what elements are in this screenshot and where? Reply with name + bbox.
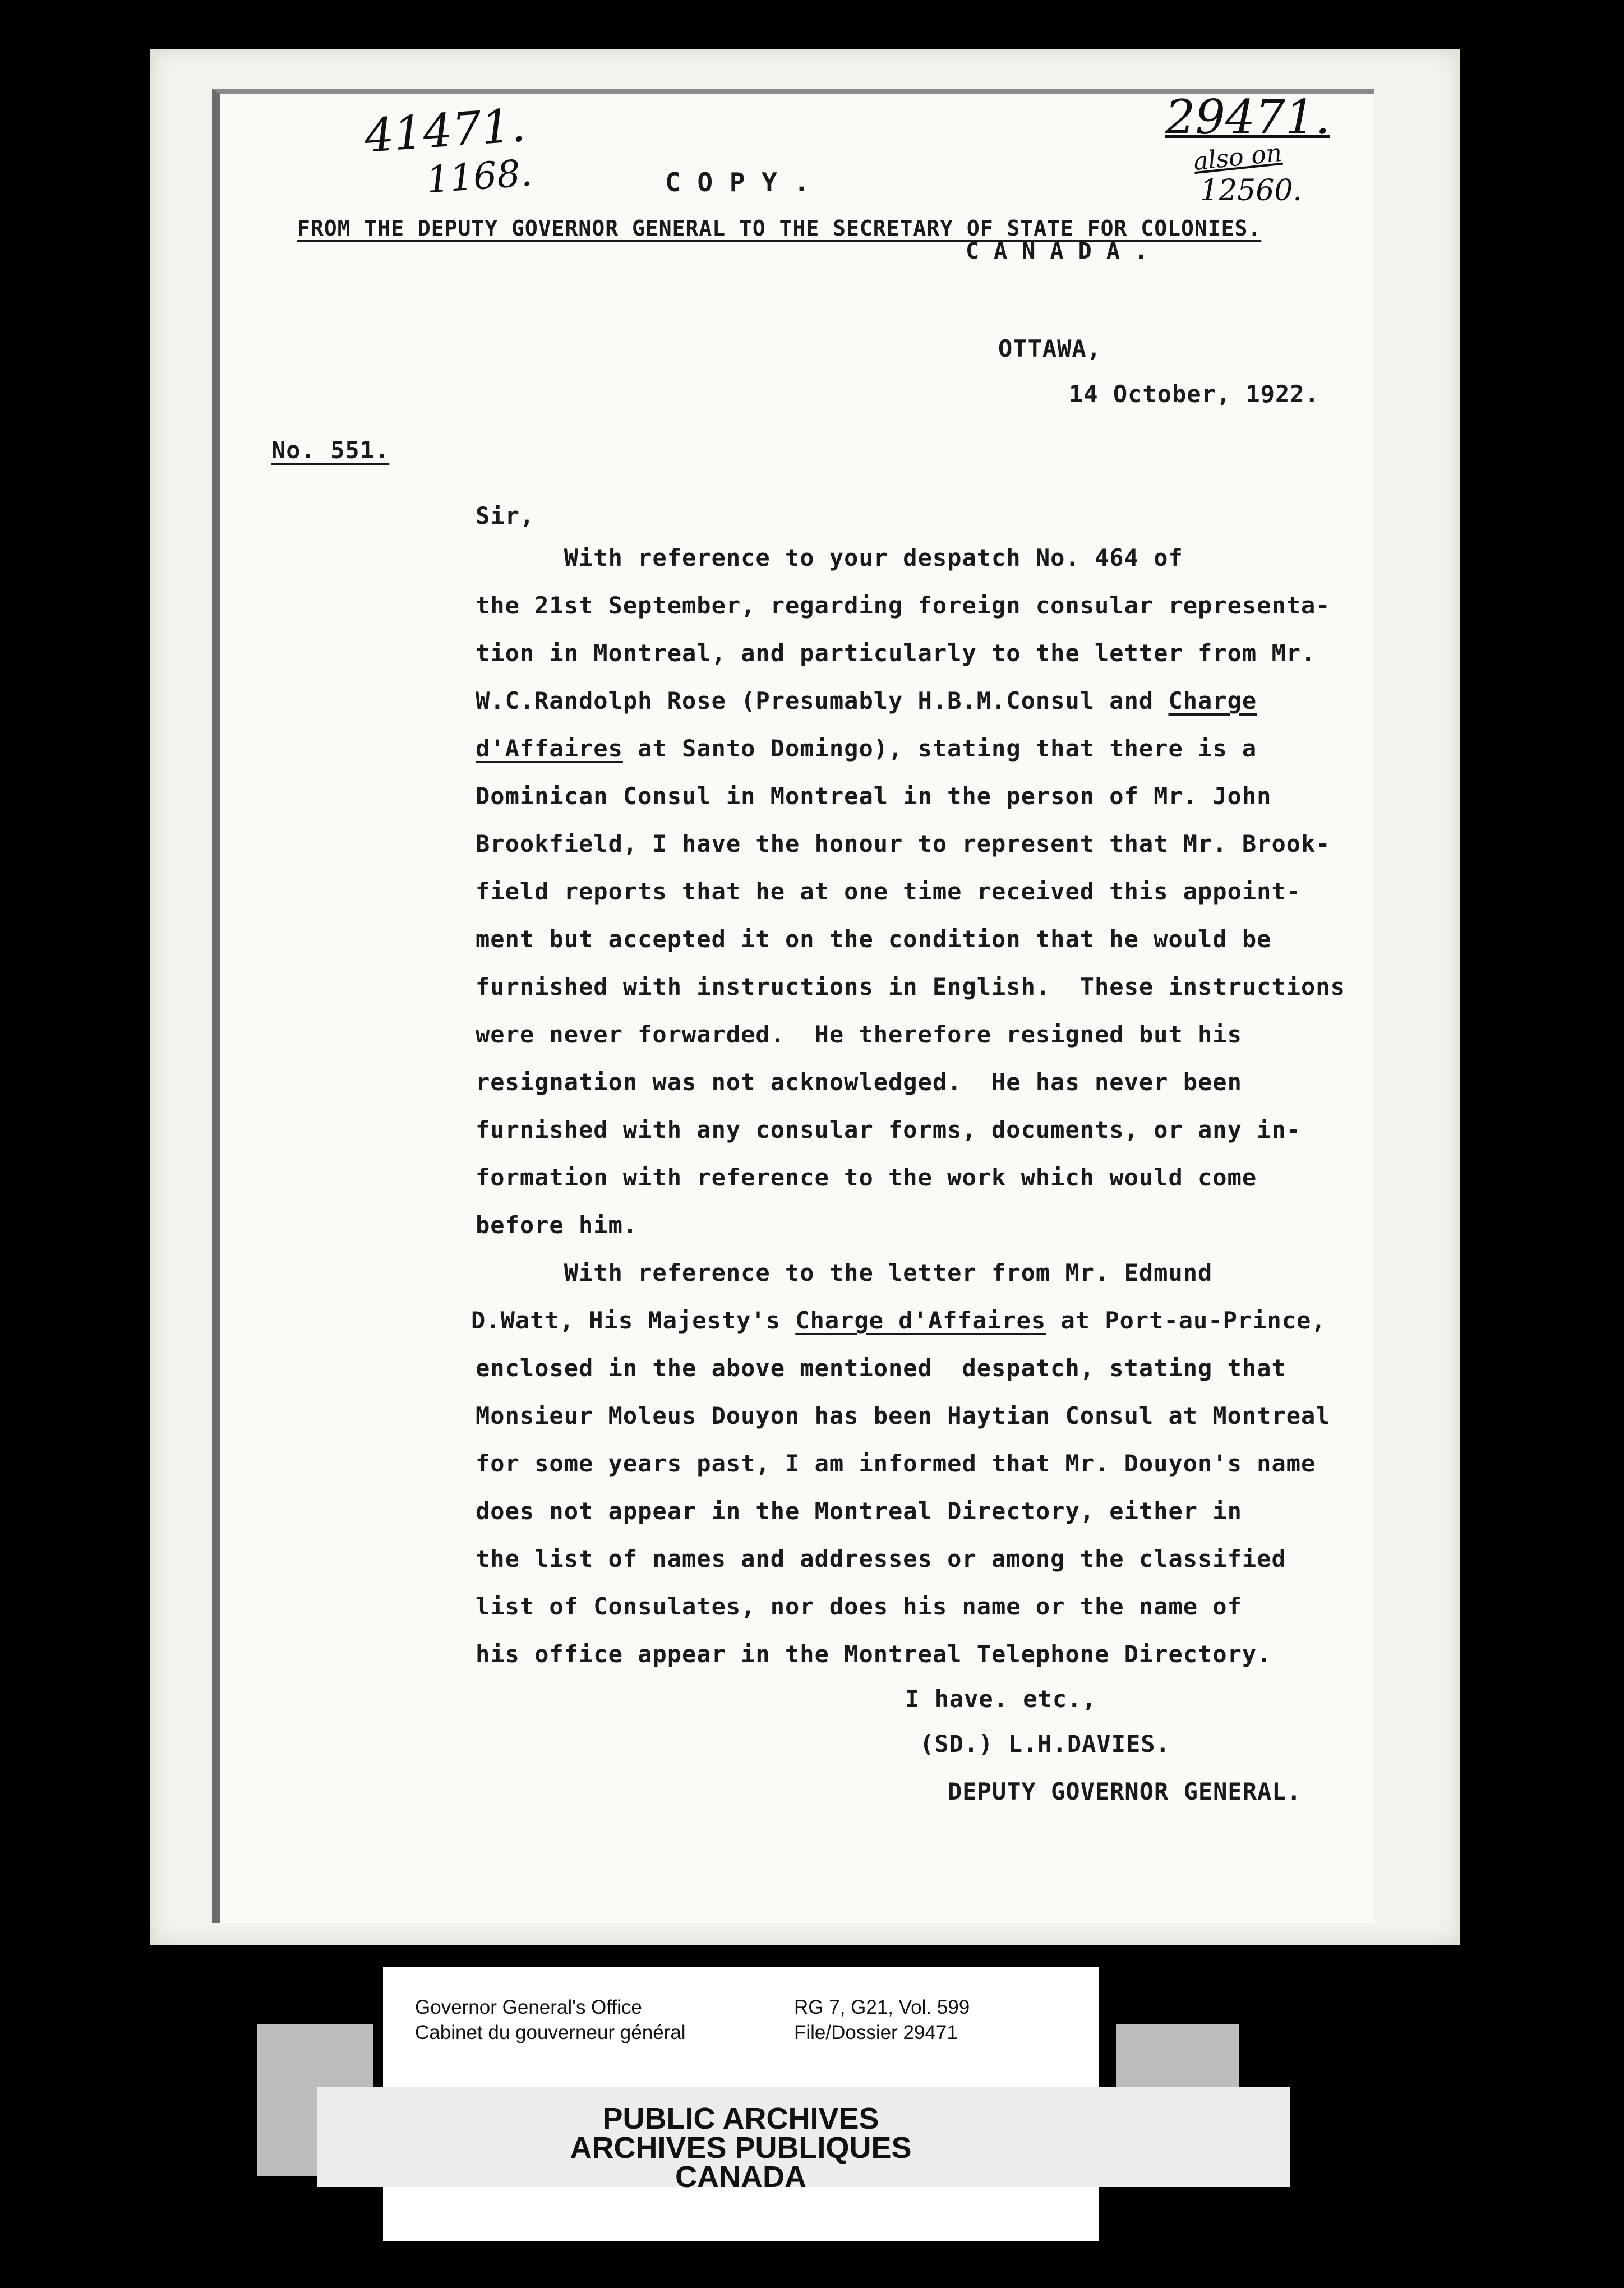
para1-line: tion in Montreal, and particularly to the letter from Mr. <box>476 639 1316 667</box>
signatory-title: DEPUTY GOVERNOR GENERAL. <box>948 1778 1302 1805</box>
para1-text: at Santo Domingo), stating that there is a <box>622 735 1257 762</box>
document-title: FROM THE DEPUTY GOVERNOR GENERAL TO THE SECRETARY OF STATE FOR COLONIES. <box>297 216 1262 241</box>
handwritten-note-right: also on <box>1192 138 1284 177</box>
para2-line: Monsieur Moleus Douyon has been Haytian Consul at Montreal <box>476 1402 1331 1429</box>
para2-line <box>471 1307 1326 1334</box>
archive-stamp-line2: ARCHIVES PUBLIQUES <box>570 2131 912 2165</box>
dateline-place: OTTAWA, <box>998 335 1102 362</box>
archive-stamp-line3: CANADA <box>675 2160 806 2194</box>
office-english: Governor General's Office <box>415 1996 642 2018</box>
para1-line <box>476 735 1257 762</box>
country-heading: C A N A D A . <box>966 238 1149 264</box>
para1-text: W.C.Randolph Rose (Presumably H.B.M.Consul and <box>476 687 1169 714</box>
para2-line: does not appear in the Montreal Directory, either in <box>476 1497 1242 1525</box>
archive-reference: RG 7, G21, Vol. 599 <box>794 1996 970 2018</box>
para2-text: at Port-au-Prince, <box>1046 1307 1326 1334</box>
archive-file: File/Dossier 29471 <box>794 2022 958 2043</box>
para1-line: ment but accepted it on the condition that he would be <box>476 925 1272 953</box>
para1-line: With reference to your despatch No. 464 of <box>476 544 1183 571</box>
para2-line: his office appear in the Montreal Telephone Directory. <box>476 1640 1272 1668</box>
para1-line: furnished with any consular forms, documents, or any in- <box>476 1116 1302 1143</box>
handwritten-number-left-sub: 1168. <box>425 151 534 202</box>
para2-line: With reference to the letter from Mr. Edmund <box>476 1259 1213 1286</box>
closing-line: I have. etc., <box>905 1685 1097 1713</box>
para2-line: the list of names and addresses or among the classified <box>476 1545 1286 1572</box>
para2-line: for some years past, I am informed that Mr. Douyon's name <box>476 1450 1316 1477</box>
dateline-date: 14 October, 1922. <box>1069 380 1320 408</box>
para2-line: list of Consulates, nor does his name or the name of <box>476 1593 1242 1620</box>
office-french: Cabinet du gouverneur général <box>415 2022 686 2043</box>
signature: (SD.) L.H.DAVIES. <box>920 1730 1170 1757</box>
copy-heading: C O P Y . <box>665 167 810 197</box>
para1-line: furnished with instructions in English. These instructions <box>476 973 1345 1000</box>
archive-stamp-line1: PUBLIC ARCHIVES <box>602 2102 879 2135</box>
affaires-underlined: d'Affaires <box>476 735 623 762</box>
para1-line: field reports that he at one time received this appoint- <box>476 878 1302 905</box>
para1-line: before him. <box>476 1211 638 1239</box>
handwritten-number-right-sub: 12560. <box>1200 174 1302 207</box>
archive-stamp-bottom <box>383 2187 1099 2241</box>
para1-line: resignation was not acknowledged. He has never been <box>476 1068 1242 1096</box>
handwritten-number-right: 29471. <box>1165 90 1330 145</box>
charge-underlined: Charge <box>1168 687 1257 714</box>
para1-line <box>476 687 1257 714</box>
para1-line: Brookfield, I have the honour to represent that Mr. Brook- <box>476 830 1331 857</box>
para1-line: Dominican Consul in Montreal in the person of Mr. John <box>476 782 1272 810</box>
para1-line: formation with reference to the work which would come <box>476 1164 1257 1191</box>
handwritten-number-left: 41471. <box>363 99 527 163</box>
para1-line: the 21st September, regarding foreign consular representa- <box>476 592 1331 619</box>
charge-daffaires-underlined: Charge d'Affaires <box>795 1307 1046 1334</box>
despatch-number: No. 551. <box>271 436 390 464</box>
para1-line: were never forwarded. He therefore resigned but his <box>476 1021 1242 1048</box>
para2-text: D.Watt, His Majesty's <box>471 1307 796 1334</box>
para2-line: enclosed in the above mentioned despatch, stating that <box>476 1354 1286 1382</box>
salutation: Sir, <box>476 502 535 529</box>
